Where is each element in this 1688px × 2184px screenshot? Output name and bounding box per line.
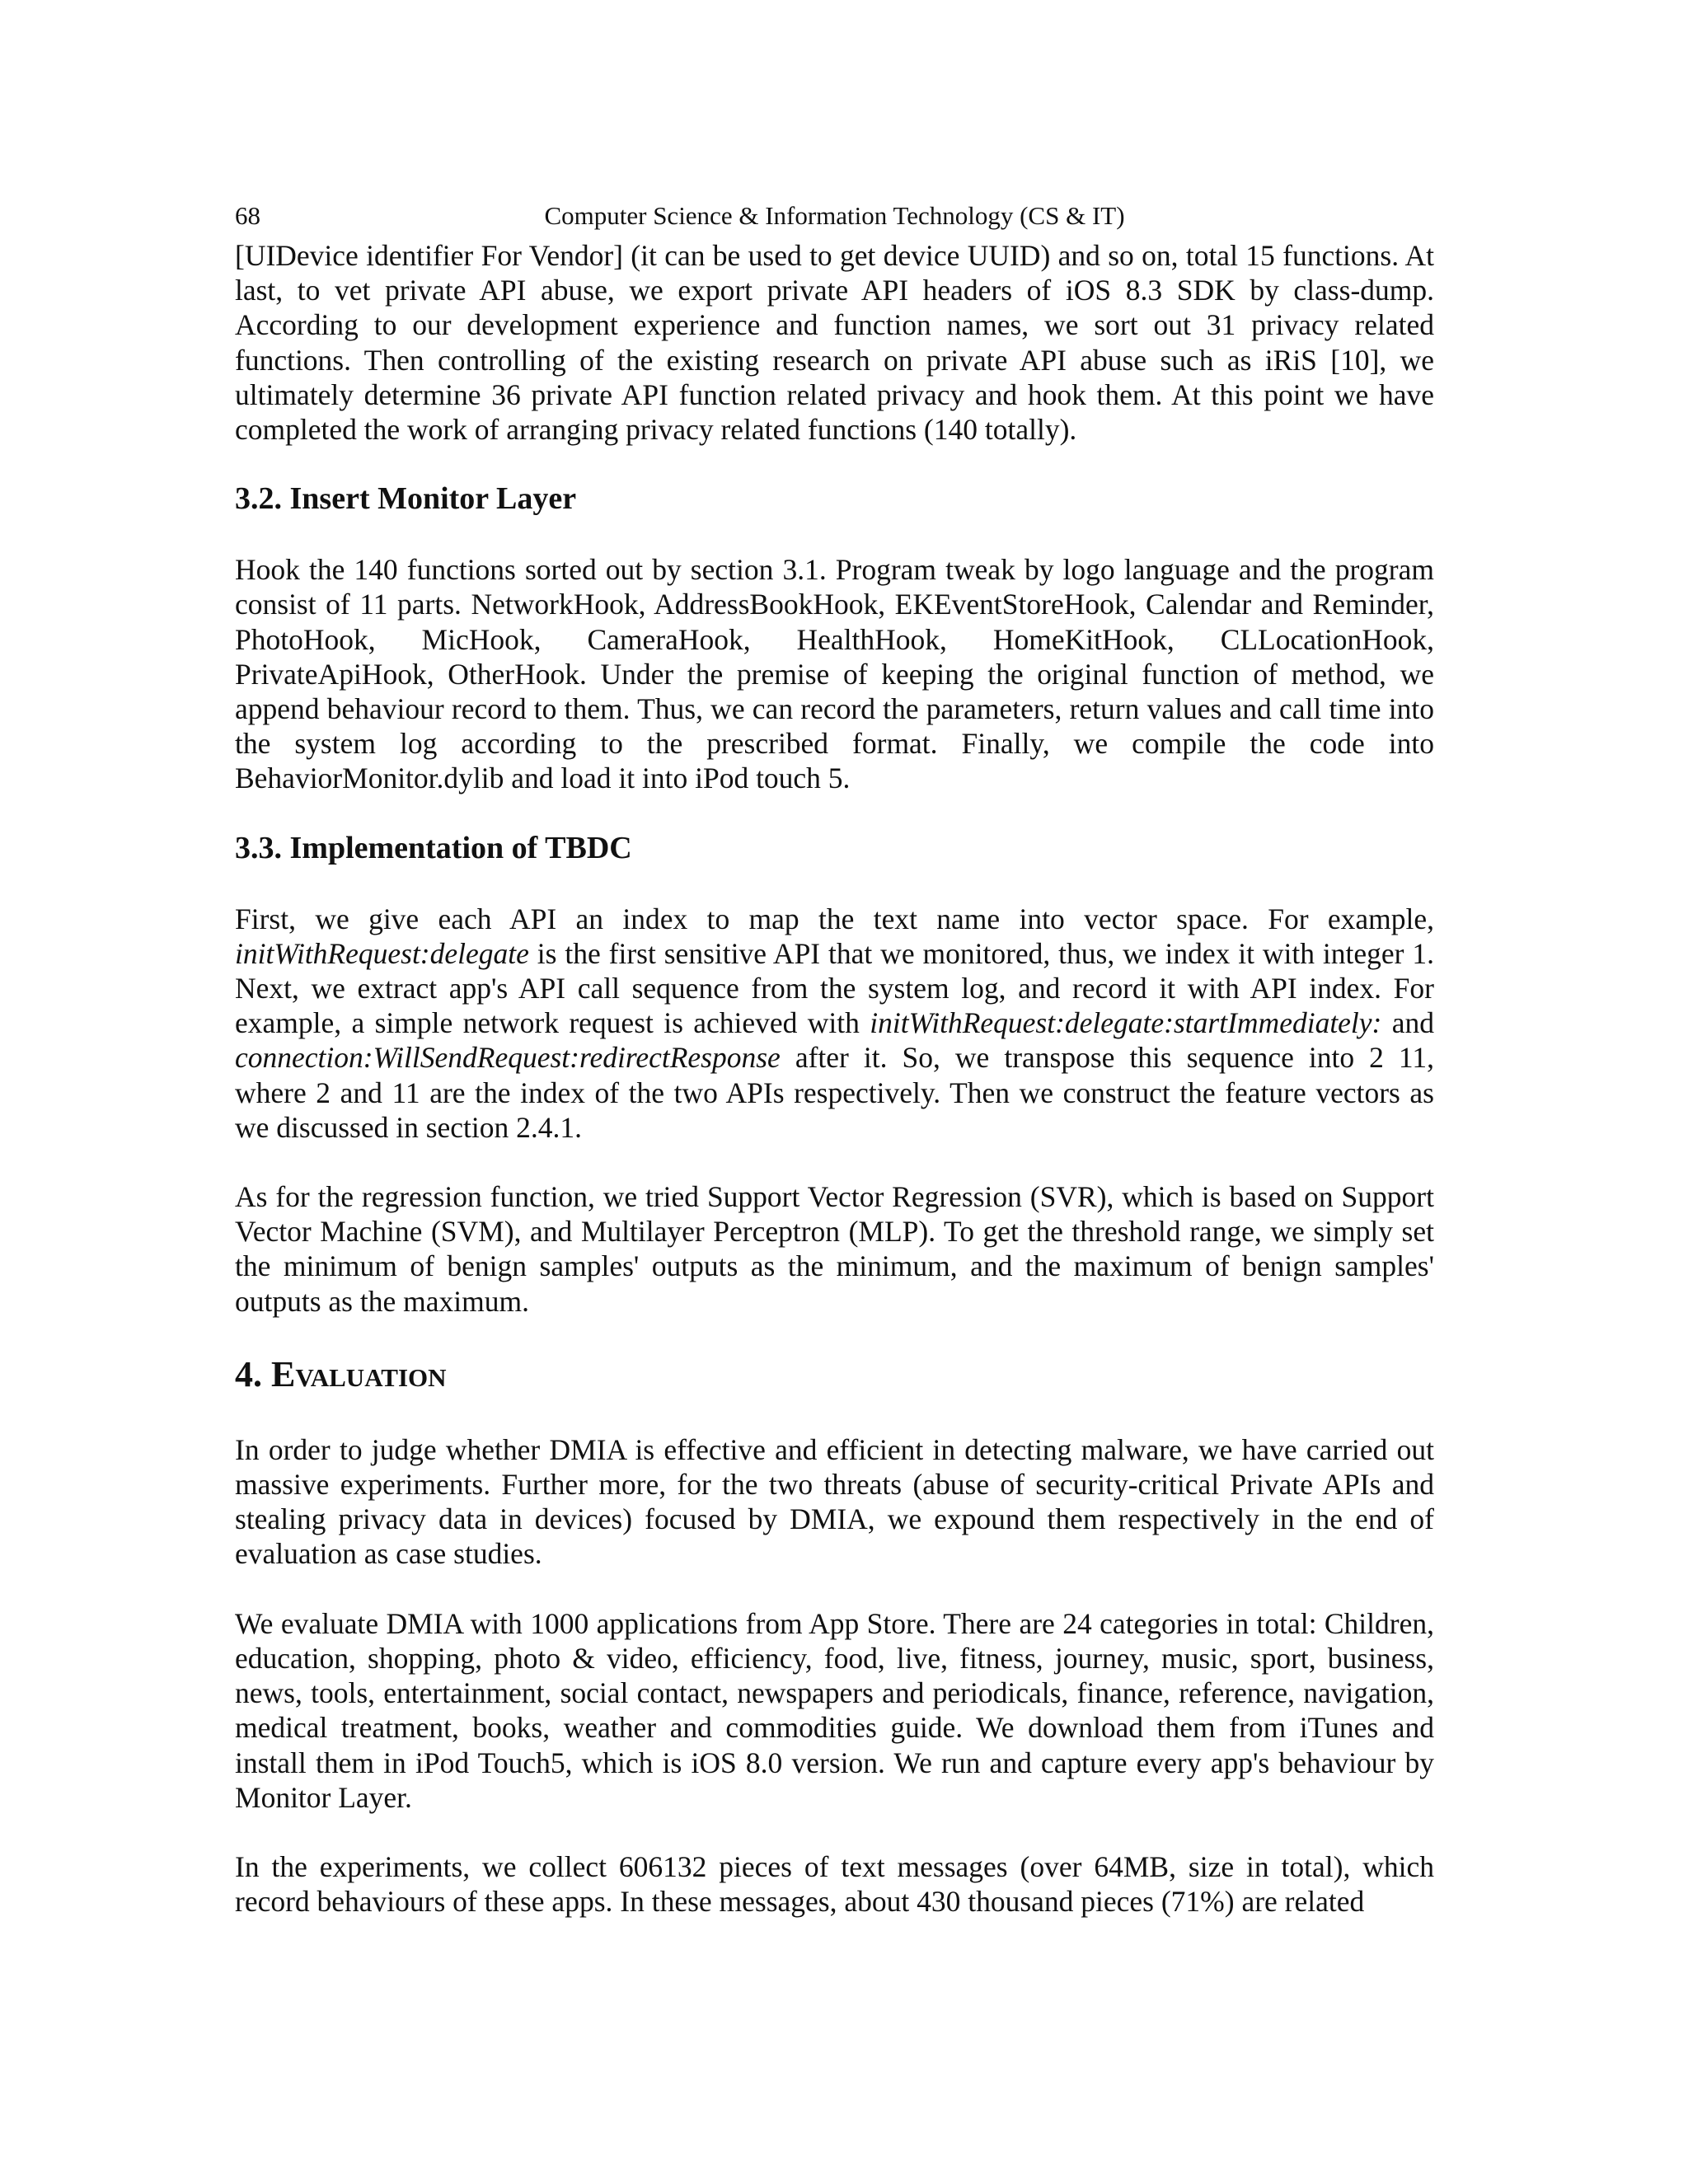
paragraph-3-3-1 [235, 902, 1434, 1145]
page-number: 68 [235, 201, 260, 230]
paper-page [235, 194, 1434, 1919]
api-name-italic: initWithRequest:delegate:startImmediately: [870, 1006, 1382, 1040]
text-run: and [1381, 1006, 1435, 1040]
paragraph-4-2: We evaluate DMIA with 1000 applications from App Store. There are 24 categories in total: Children, education, shopping, photo & video, efficiency, food, live, fitness, journey, music, sport, business, news, tools, entertainment, social contact, newspapers and periodicals, finance, reference, navigation, medical treatment, books, weather and commodities guide. We download them from iTunes and install them in iPod Touch5, which is iOS 8.0 version. We run and capture every app's behaviour by Monitor Layer. [235, 1606, 1434, 1814]
section-title: Evaluation [271, 1353, 447, 1394]
paragraph-3-3-2: As for the regression function, we tried Support Vector Regression (SVR), which is based on Support Vector Machine (SVM), and Multilayer Perceptron (MLP). To get the threshold range, we simply set the minimum of benign samples' outputs as the minimum, and the maximum of benign samples' outputs as the maximum. [235, 1180, 1434, 1318]
api-name-italic: initWithRequest:delegate [235, 936, 529, 970]
text-run: after it. So, we transpose this sequence into 2 11, where 2 and 11 are the index of the two APIs respectively. Then we construct the feature vectors as we discussed in section 2.4.1. [235, 1041, 1434, 1144]
section-number: 4. [235, 1353, 262, 1394]
paragraph-intro: [UIDevice identifier For Vendor] (it can be used to get device UUID) and so on, total 15 functions. At last, to vet private API abuse, we export private API headers of iOS 8.3 SDK by class-dump. According to our development experience and function names, we sort out 31 privacy related functions. Then controlling of the existing research on private API abuse such as iRiS [10], we ultimately determine 36 private API function related privacy and hook them. At this point we have completed the work of arranging privacy related functions (140 totally). [235, 239, 1434, 447]
section-heading-3-3: 3.3. Implementation of TBDC [235, 830, 632, 865]
text-run: is the first sensitive API that we monitored, thus, we index it with integer 1. Next, we extract app's API call sequence from the system log, and record it with API index. For example, a simple network request is achieved with [235, 936, 1434, 1040]
running-header [235, 194, 1434, 238]
section-heading-3-2: 3.2. Insert Monitor Layer [235, 481, 577, 517]
section-heading-4 [235, 1353, 1434, 1396]
paragraph-4-3: In the experiments, we collect 606132 pieces of text messages (over 64MB, size in total), which record behaviours of these apps. In these messages, about 430 thousand pieces (71%) are related [235, 1849, 1434, 1919]
paragraph-3-2: Hook the 140 functions sorted out by section 3.1. Program tweak by logo language and the program consist of 11 parts. NetworkHook, AddressBookHook, EKEventStoreHook, Calendar and Reminder, PhotoHook, MicHook, CameraHook, HealthHook, HomeKitHook, CLLocationHook, PrivateApiHook, OtherHook. Under the premise of keeping the original function of method, we append behaviour record to them. Thus, we can record the parameters, return values and call time into the system log according to the prescribed format. Finally, we compile the code into BehaviorMonitor.dylib and load it into iPod touch 5. [235, 553, 1434, 795]
paragraph-4-1: In order to judge whether DMIA is effective and efficient in detecting malware, we have carried out massive experiments. Further more, for the two threats (abuse of security-critical Private APIs and stealing privacy data in devices) focused by DMIA, we expound them respectively in the end of evaluation as case studies. [235, 1432, 1434, 1571]
text-run: First, we give each API an index to map the text name into vector space. For example, [235, 902, 1434, 935]
journal-title: Computer Science & Information Technology (CS & IT) [544, 201, 1125, 230]
api-name-italic: connection:WillSendRequest:redirectResponse [235, 1041, 781, 1075]
